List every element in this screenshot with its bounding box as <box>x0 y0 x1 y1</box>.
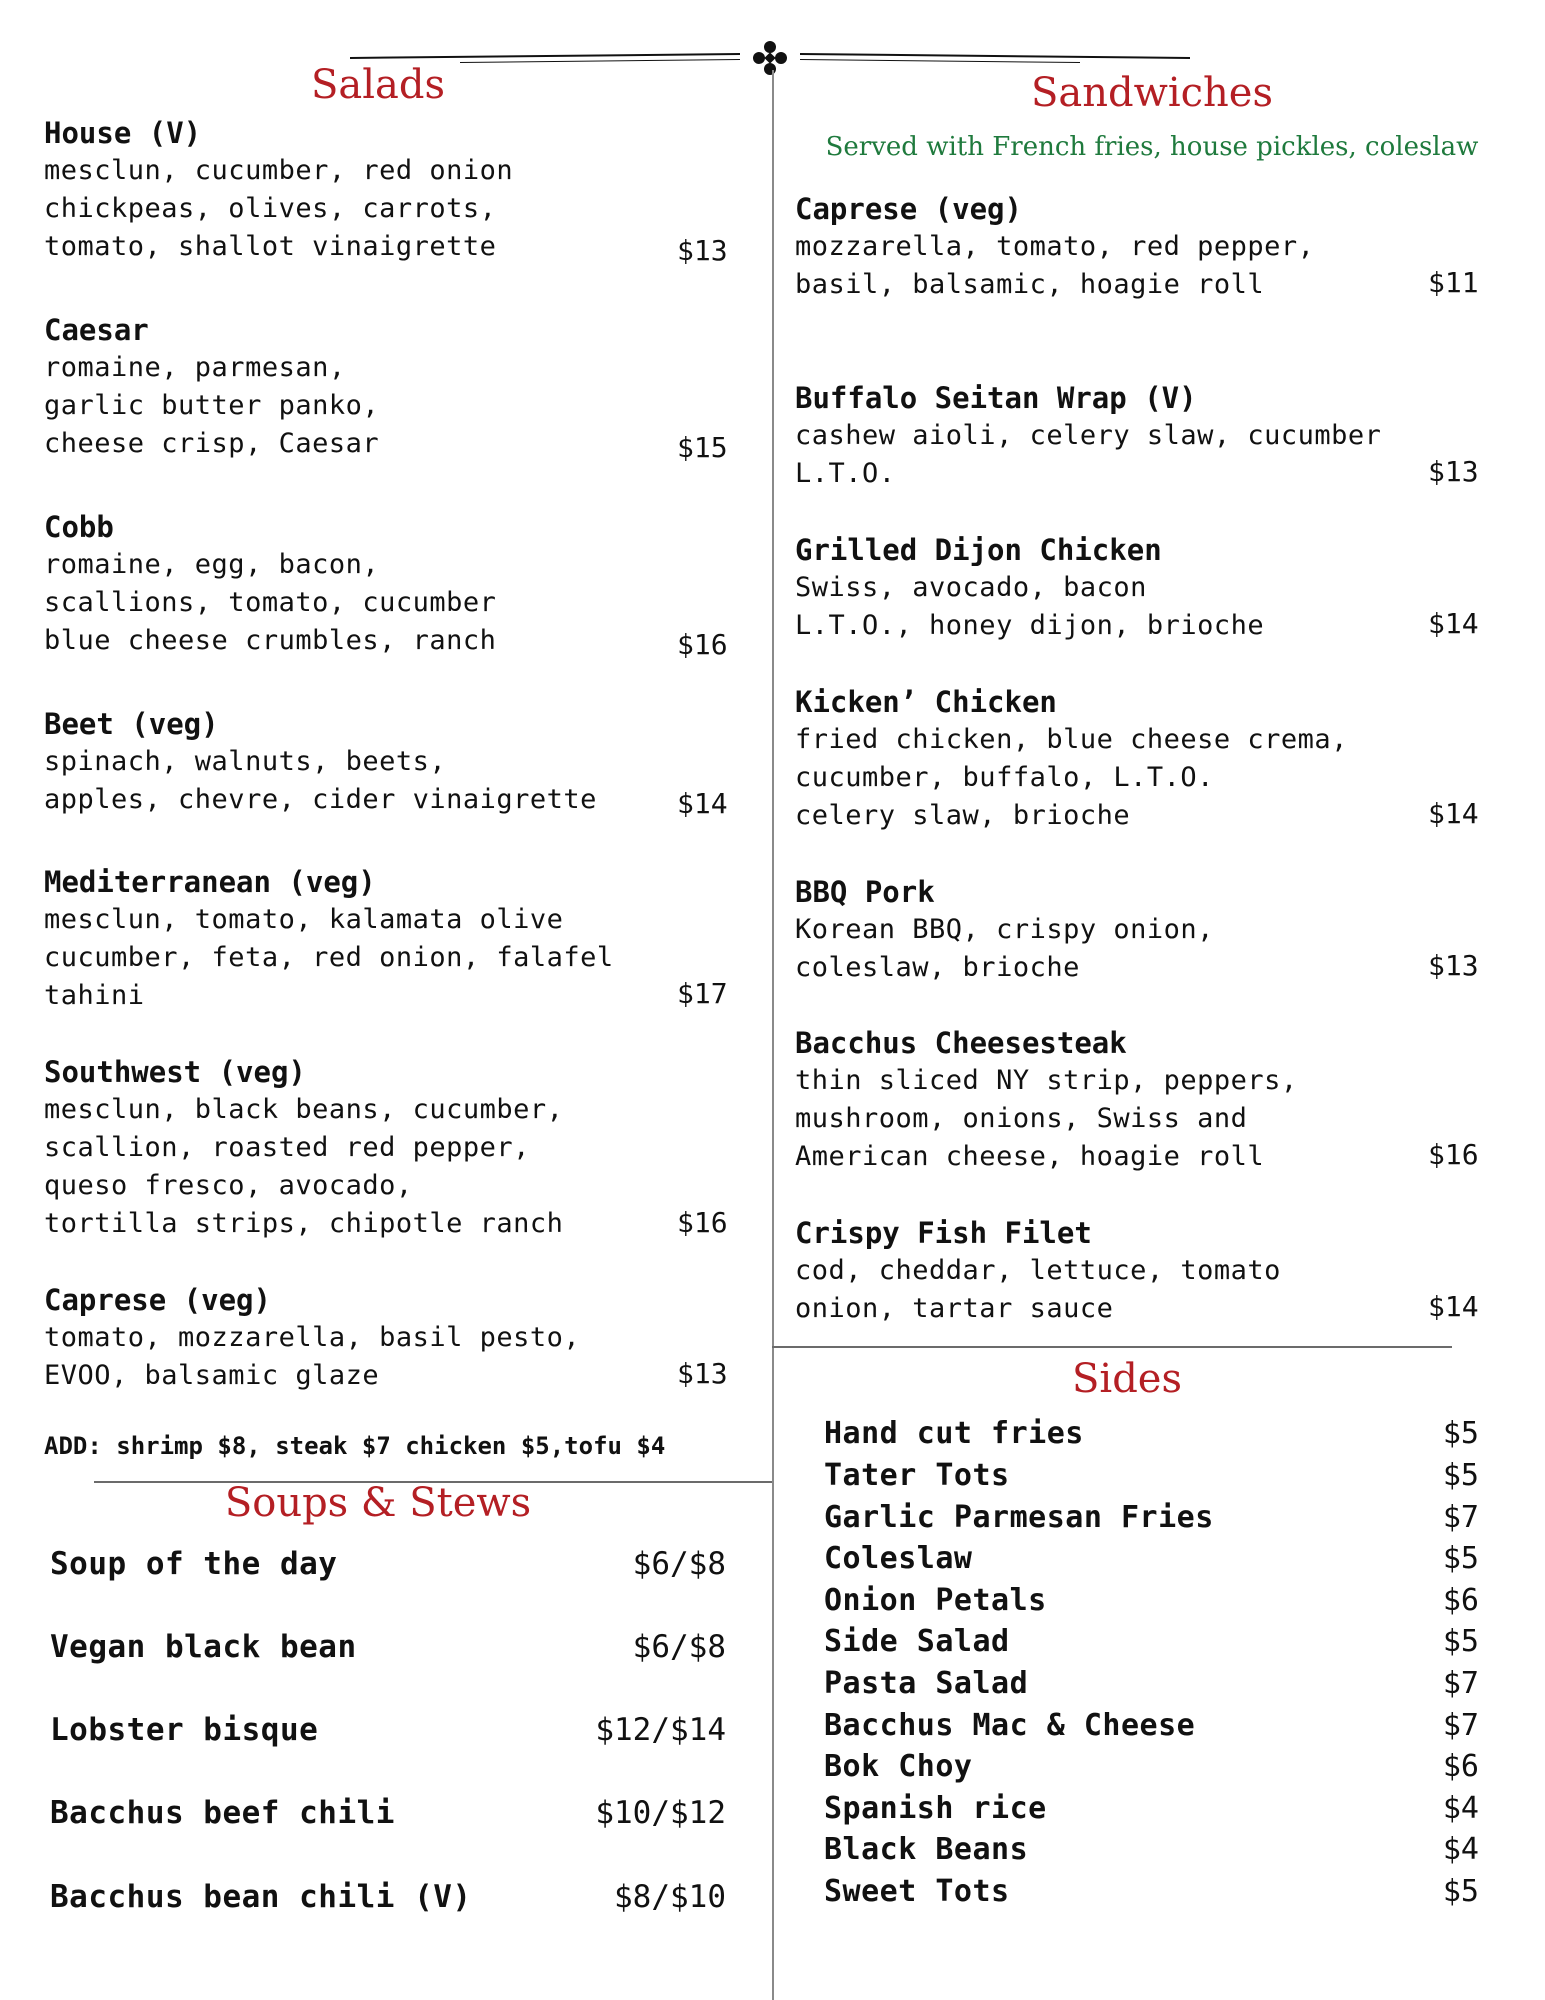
side-item-name: Coleslaw <box>824 1541 973 1576</box>
salad-item <box>44 705 597 819</box>
sandwich-item-price: $13 <box>1428 949 1479 982</box>
side-item <box>824 1416 1479 1456</box>
desc-line: romaine, parmesan, <box>44 352 346 383</box>
soup-item <box>50 1795 726 1839</box>
desc-line: coleslaw, brioche <box>795 952 1080 983</box>
salad-item <box>44 114 513 266</box>
side-item <box>824 1666 1479 1706</box>
salad-item-name: Caprese (veg) <box>44 1283 271 1317</box>
salad-item-price: $16 <box>677 628 728 661</box>
desc-line: basil, balsamic, hoagie roll <box>795 269 1265 300</box>
salad-item-price: $15 <box>677 431 728 464</box>
salad-addons: ADD: shrimp $8, steak $7 chicken $5,tofu $4 <box>44 1432 666 1460</box>
side-item <box>824 1749 1479 1789</box>
salad-item-price: $14 <box>677 787 728 820</box>
desc-line: EVOO, balsamic glaze <box>44 1360 380 1391</box>
desc-line: scallion, roasted red pepper, <box>44 1132 530 1163</box>
sandwich-item-price: $14 <box>1428 797 1479 830</box>
salads-title: Salads <box>310 62 446 108</box>
sandwich-item-desc <box>795 417 1381 493</box>
soup-item-name: Bacchus bean chili (V) <box>50 1879 472 1915</box>
sandwich-item-desc <box>795 1062 1298 1176</box>
soup-item <box>50 1546 726 1590</box>
desc-line: chickpeas, olives, carrots, <box>44 193 497 224</box>
side-item-price: $4 <box>1442 1791 1479 1826</box>
desc-line: cucumber, buffalo, L.T.O. <box>795 762 1214 793</box>
desc-line: onion, tartar sauce <box>795 1293 1114 1324</box>
desc-line: L.T.O., honey dijon, brioche <box>795 610 1265 641</box>
side-item <box>824 1500 1479 1540</box>
soups-title: Soups & Stews <box>224 1480 532 1526</box>
side-item-price: $6 <box>1442 1749 1479 1784</box>
desc-line: romaine, egg, bacon, <box>44 549 380 580</box>
side-item <box>824 1583 1479 1623</box>
desc-line: mushroom, onions, Swiss and <box>795 1103 1248 1134</box>
sandwich-item-name: Crispy Fish Filet <box>795 1216 1092 1250</box>
sandwich-item-price: $14 <box>1428 1290 1479 1323</box>
sandwich-item-name: BBQ Pork <box>795 875 935 909</box>
side-item-name: Garlic Parmesan Fries <box>824 1500 1214 1535</box>
side-item-name: Spanish rice <box>824 1791 1047 1826</box>
desc-line: thin sliced NY strip, peppers, <box>795 1065 1298 1096</box>
desc-line: tomato, shallot vinaigrette <box>44 231 497 262</box>
desc-line: fried chicken, blue cheese crema, <box>795 724 1348 755</box>
side-item-name: Tater Tots <box>824 1458 1010 1493</box>
side-item <box>824 1832 1479 1872</box>
salad-item <box>44 863 614 1015</box>
salad-item-name: Beet (veg) <box>44 707 219 741</box>
salad-item-desc <box>44 546 496 660</box>
desc-line: mozzarella, tomato, red pepper, <box>795 231 1315 262</box>
sandwich-item <box>795 1214 1281 1328</box>
soup-item-name: Lobster bisque <box>50 1712 319 1748</box>
side-item <box>824 1458 1479 1498</box>
salad-item-name: Mediterranean (veg) <box>44 865 376 899</box>
sandwiches-subtitle: Served with French fries, house pickles, coleslaw <box>825 132 1479 162</box>
salad-item <box>44 311 379 463</box>
desc-line: blue cheese crumbles, ranch <box>44 625 497 656</box>
salad-item-name: House (V) <box>44 116 202 150</box>
sandwich-item-desc <box>795 721 1348 835</box>
desc-line: tomato, mozzarella, basil pesto, <box>44 1322 581 1353</box>
desc-line: mesclun, tomato, kalamata olive <box>44 904 564 935</box>
salad-item-price: $13 <box>677 1357 728 1390</box>
side-item-price: $4 <box>1442 1832 1479 1867</box>
salad-item-name: Southwest (veg) <box>44 1055 306 1089</box>
desc-line: tortilla strips, chipotle ranch <box>44 1208 564 1239</box>
soup-item <box>50 1629 726 1673</box>
salad-item-price: $16 <box>677 1206 728 1239</box>
soup-item-name: Bacchus beef chili <box>50 1795 395 1831</box>
salad-item-name: Cobb <box>44 510 114 544</box>
desc-line: cheese crisp, Caesar <box>44 428 380 459</box>
salad-item-name: Caesar <box>44 313 149 347</box>
soup-item <box>50 1712 726 1756</box>
desc-line: American cheese, hoagie roll <box>795 1141 1265 1172</box>
soup-item-name: Soup of the day <box>50 1546 338 1582</box>
side-item-name: Hand cut fries <box>824 1416 1084 1451</box>
desc-line: tahini <box>44 980 145 1011</box>
salad-item-price: $13 <box>677 234 728 267</box>
sandwich-item <box>795 1024 1298 1176</box>
side-item <box>824 1791 1479 1831</box>
section-divider-sides <box>772 1346 1452 1348</box>
sandwich-item <box>795 683 1348 835</box>
salad-item <box>44 1281 580 1395</box>
desc-line: scallions, tomato, cucumber <box>44 587 497 618</box>
side-item <box>824 1541 1479 1581</box>
sandwiches-title: Sandwiches <box>1030 70 1273 116</box>
side-item-price: $5 <box>1442 1416 1479 1451</box>
desc-line: cod, cheddar, lettuce, tomato <box>795 1255 1281 1286</box>
salad-item-desc <box>44 1091 563 1243</box>
sandwich-item-desc <box>795 1252 1281 1328</box>
side-item-name: Bok Choy <box>824 1749 973 1784</box>
side-item <box>824 1708 1479 1748</box>
sandwich-item-name: Grilled Dijon Chicken <box>795 533 1162 567</box>
desc-line: cashew aioli, celery slaw, cucumber <box>795 420 1382 451</box>
desc-line: celery slaw, brioche <box>795 800 1131 831</box>
side-item <box>824 1874 1479 1914</box>
sandwich-item-name: Bacchus Cheesesteak <box>795 1026 1127 1060</box>
sandwich-item <box>795 190 1314 304</box>
desc-line: Korean BBQ, crispy onion, <box>795 914 1214 945</box>
sides-title: Sides <box>1072 1356 1182 1402</box>
column-divider <box>772 70 774 2000</box>
salad-item <box>44 508 496 660</box>
salad-item-price: $17 <box>677 977 728 1010</box>
sandwich-item-desc <box>795 911 1214 987</box>
salad-item-desc <box>44 152 513 266</box>
salad-item-desc <box>44 349 379 463</box>
side-item-name: Bacchus Mac & Cheese <box>824 1708 1196 1743</box>
sandwich-item-name: Buffalo Seitan Wrap (V) <box>795 381 1197 415</box>
side-item-name: Sweet Tots <box>824 1874 1010 1909</box>
sandwich-item <box>795 379 1381 493</box>
soup-item-price: $6/$8 <box>632 1629 726 1665</box>
salad-item <box>44 1053 563 1243</box>
side-item-name: Side Salad <box>824 1624 1010 1659</box>
desc-line: mesclun, cucumber, red onion <box>44 155 514 186</box>
sandwich-item <box>795 873 1214 987</box>
side-item-name: Pasta Salad <box>824 1666 1029 1701</box>
side-item-price: $5 <box>1442 1624 1479 1659</box>
desc-line: garlic butter panko, <box>44 390 380 421</box>
salad-item-desc <box>44 901 614 1015</box>
soup-item-price: $8/$10 <box>614 1879 726 1915</box>
desc-line: L.T.O. <box>795 458 896 489</box>
sandwich-item-price: $13 <box>1428 455 1479 488</box>
sandwich-item-desc <box>795 569 1264 645</box>
sandwich-item-price: $16 <box>1428 1138 1479 1171</box>
soup-item-name: Vegan black bean <box>50 1629 357 1665</box>
sandwich-item-desc <box>795 228 1314 304</box>
side-item-price: $7 <box>1442 1500 1479 1535</box>
side-item-price: $6 <box>1442 1583 1479 1618</box>
side-item-price: $5 <box>1442 1874 1479 1909</box>
sandwich-item-price: $11 <box>1428 266 1479 299</box>
desc-line: apples, chevre, cider vinaigrette <box>44 784 597 815</box>
side-item-name: Black Beans <box>824 1832 1029 1867</box>
sandwich-item-name: Caprese (veg) <box>795 192 1022 226</box>
side-item-name: Onion Petals <box>824 1583 1047 1618</box>
soup-item <box>50 1879 726 1923</box>
soup-item-price: $6/$8 <box>632 1546 726 1582</box>
soup-item-price: $10/$12 <box>595 1795 726 1831</box>
sandwich-item-name: Kicken’ Chicken <box>795 685 1057 719</box>
side-item-price: $5 <box>1442 1458 1479 1493</box>
side-item <box>824 1624 1479 1664</box>
side-item-price: $7 <box>1442 1666 1479 1701</box>
side-item-price: $5 <box>1442 1541 1479 1576</box>
desc-line: spinach, walnuts, beets, <box>44 746 447 777</box>
sandwich-item-price: $14 <box>1428 607 1479 640</box>
salad-item-desc <box>44 1319 580 1395</box>
desc-line: Swiss, avocado, bacon <box>795 572 1147 603</box>
desc-line: cucumber, feta, red onion, falafel <box>44 942 614 973</box>
soup-item-price: $12/$14 <box>595 1712 726 1748</box>
side-item-price: $7 <box>1442 1708 1479 1743</box>
desc-line: queso fresco, avocado, <box>44 1170 413 1201</box>
sandwich-item <box>795 531 1264 645</box>
salad-item-desc <box>44 743 597 819</box>
desc-line: mesclun, black beans, cucumber, <box>44 1094 564 1125</box>
